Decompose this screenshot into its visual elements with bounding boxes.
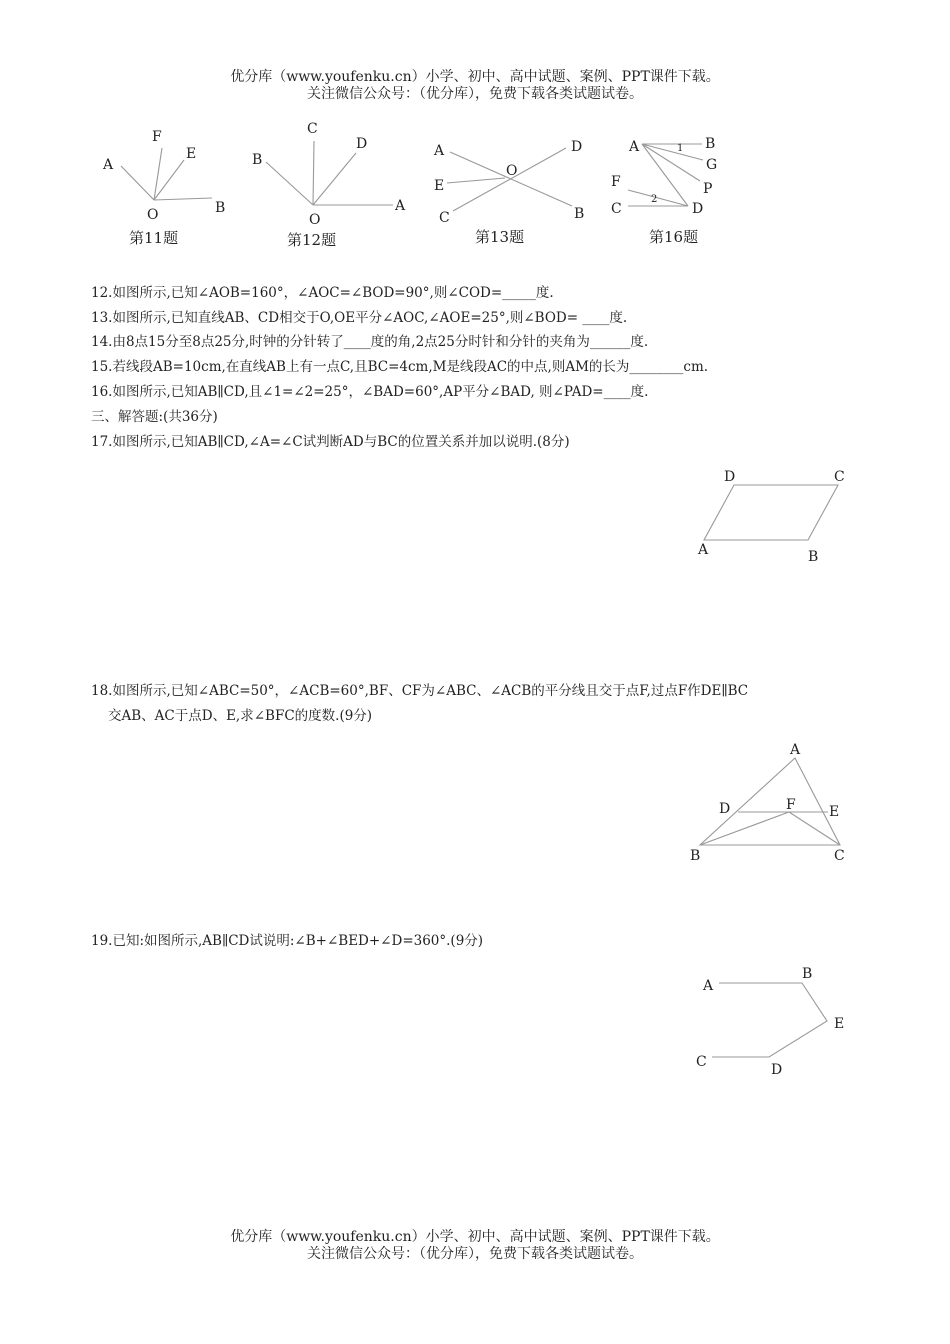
- f18-label-C: C: [834, 848, 845, 864]
- question-19: 19.已知:如图所示,AB∥CD试说明:∠B+∠BED+∠D=360°.(9分): [91, 933, 484, 949]
- f11-label-F: F: [152, 129, 162, 145]
- f11-label-A: A: [103, 157, 114, 173]
- question-15: 15.若线段AB=10cm,在直线AB上有一点C,且BC=4cm,M是线段AC的中点,则AM的长为________cm.: [91, 359, 709, 375]
- f16-label-C: C: [611, 201, 622, 217]
- f13-label-B: B: [574, 206, 585, 222]
- f13-label-D: D: [571, 139, 583, 155]
- page-footer: [0, 1229, 950, 1263]
- header-line-2: 关注微信公众号：（优分库），免费下载各类试题试卷。: [307, 86, 643, 102]
- f13-caption: 第13题: [475, 228, 525, 246]
- f16-caption: 第16题: [649, 228, 699, 246]
- question-14: 14.由8点15分至8点25分,时钟的分针转了____度的角,2点25分时针和分针的夹角为______度.: [91, 334, 649, 350]
- f13-label-O: O: [506, 163, 518, 179]
- header-line-1: 优分库（www.youfenku.cn）小学、初中、高中试题、案例、PPT课件下载。: [230, 69, 720, 85]
- question-17: 17.如图所示,已知AB∥CD,∠A=∠C试判断AD与BC的位置关系并加以说明.(8分): [91, 434, 570, 450]
- footer-line-2: 关注微信公众号：（优分库），免费下载各类试题试卷。: [307, 1246, 643, 1262]
- f17-label-A: A: [698, 542, 709, 558]
- f12-label-A: A: [395, 198, 406, 214]
- question-13: 13.如图所示,已知直线AB、CD相交于O,OE平分∠AOC,∠AOE=25°,则∠BOD= ____度.: [91, 310, 628, 326]
- question-18-line-1: 18.如图所示,已知∠ABC=50°，∠ACB=60°,BF、CF为∠ABC、∠ACB的平分线且交于点F,过点F作DE∥BC: [91, 683, 749, 699]
- f17-label-B: B: [808, 549, 819, 565]
- f13-label-C: C: [439, 210, 450, 226]
- f12-label-C: C: [307, 121, 318, 137]
- f19-label-A: A: [703, 978, 714, 994]
- f12-label-D: D: [356, 136, 368, 152]
- f17-label-D: D: [724, 469, 736, 485]
- figure-18: [680, 735, 860, 870]
- section-3-heading: 三、解答题:(共36分): [91, 409, 218, 425]
- f16-label-P: P: [703, 181, 713, 197]
- f16-label-1: 1: [677, 143, 684, 154]
- f12-label-O: O: [309, 212, 321, 228]
- top-figures: [0, 110, 950, 260]
- figure-11: [102, 129, 225, 247]
- f18-label-B: B: [690, 848, 701, 864]
- f13-label-A: A: [434, 143, 445, 159]
- f18-label-E: E: [829, 804, 840, 820]
- f12-label-B: B: [252, 152, 263, 168]
- f16-label-A: A: [629, 139, 640, 155]
- f16-label-2: 2: [651, 194, 658, 205]
- f11-caption: 第11题: [129, 229, 179, 247]
- f16-label-G: G: [706, 157, 718, 173]
- f18-label-A: A: [790, 742, 801, 758]
- f19-label-D: D: [771, 1062, 783, 1078]
- f19-label-E: E: [834, 1016, 845, 1032]
- f17-label-C: C: [834, 469, 845, 485]
- f18-label-F: F: [786, 797, 796, 813]
- question-16: 16.如图所示,已知AB∥CD,且∠1=∠2=25°，∠BAD=60°,AP平分∠BAD, 则∠PAD=____度.: [91, 384, 649, 400]
- f11-label-B: B: [215, 200, 226, 216]
- figure-13: [433, 139, 584, 246]
- f19-label-C: C: [696, 1054, 707, 1070]
- f16-label-D: D: [692, 201, 704, 217]
- footer-line-1: 优分库（www.youfenku.cn）小学、初中、高中试题、案例、PPT课件下载。: [230, 1229, 720, 1245]
- f16-label-F: F: [611, 174, 621, 190]
- question-12: 12.如图所示,已知∠AOB=160°，∠AOC=∠BOD=90°,则∠COD=_____度.: [91, 285, 554, 301]
- question-18-line-2: 交AB、AC于点D、E,求∠BFC的度数.(9分): [108, 708, 373, 724]
- page-header: [0, 69, 950, 103]
- figure-16: [611, 136, 717, 246]
- f11-label-E: E: [186, 146, 197, 162]
- f19-label-B: B: [802, 966, 813, 982]
- f13-label-E: E: [434, 178, 445, 194]
- f11-label-O: O: [147, 207, 159, 223]
- figure-17: [690, 460, 860, 570]
- f18-label-D: D: [719, 801, 731, 817]
- figure-12: [252, 121, 406, 249]
- f12-caption: 第12题: [287, 231, 337, 249]
- figure-19: [690, 960, 860, 1080]
- f16-label-B: B: [705, 136, 716, 152]
